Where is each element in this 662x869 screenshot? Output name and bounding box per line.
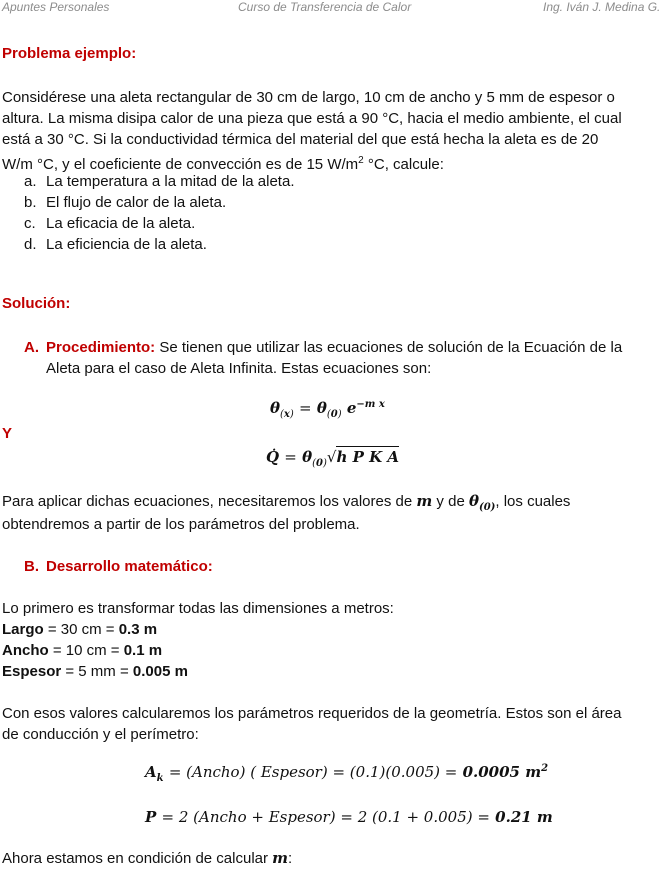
list-item: c. La eficacia de la aleta.: [24, 215, 196, 232]
list-item: b. El flujo de calor de la aleta.: [24, 194, 227, 211]
paragraph-line-2: obtendremos a partir de los parámetros del problema.: [2, 516, 360, 533]
section-b-heading: B. Desarrollo matemático:: [24, 558, 213, 575]
list-item: d. La eficiencia de la aleta.: [24, 236, 207, 253]
problem-line-1: Considérese una aleta rectangular de 30 cm de largo, 10 cm de ancho y 5 mm de espesor o: [2, 89, 615, 106]
equation-area: $A_k$ = (Ancho) ( Espesor) = (0.1)(0.005) = 0.0005 $m^2$: [145, 763, 549, 784]
equation-theta-x: $\theta_{(x)} = \theta_{(0)}$ $e^{-m x}$: [270, 399, 385, 420]
dims-intro: Lo primero es transformar todas las dimensiones a metros:: [2, 600, 394, 617]
geometry-line-2: de conducción y el perímetro:: [2, 726, 199, 743]
equation-q-dot: Q̇ = $\theta_{(0)}√h$ P K A: [266, 448, 399, 469]
header-center: Curso de Transferencia de Calor: [238, 0, 412, 14]
section-a-line-2: Aleta para el caso de Aleta Infinita. Estas ecuaciones son:: [46, 360, 432, 377]
y-label: Y: [2, 425, 13, 442]
problem-line-3: está a 30 °C. Si la conductividad térmica del material del que está hecha la aleta es de 20: [2, 131, 599, 148]
problem-line-4: W/m °C, y el coeficiente de convección es de 15 $W/m^2$ °C, calcule:: [2, 155, 444, 173]
paragraph-line-1: Para aplicar dichas ecuaciones, necesitaremos los valores de m y de $\theta_{(0)}$, los cuales: [2, 492, 571, 513]
equation-perimeter: P = 2 (Ancho + Espesor) = 2 (0.1 + 0.005) = 0.21 m: [145, 808, 553, 826]
dim-espesor: Espesor = 5 mm = 0.005 m: [2, 663, 188, 680]
list-item: a. La temperatura a la mitad de la aleta.: [24, 173, 295, 190]
problem-heading: Problema ejemplo:: [2, 45, 137, 62]
geometry-line-1: Con esos valores calcularemos los parámetros requeridos de la geometría. Estos son el área: [2, 705, 622, 722]
dim-ancho: Ancho = 10 cm = 0.1 m: [2, 642, 163, 659]
solution-heading: Solución:: [2, 295, 71, 312]
section-a-line-1: A. Procedimiento: Se tienen que utilizar las ecuaciones de solución de la Ecuación de la: [24, 339, 623, 356]
problem-line-2: altura. La misma disipa calor de una pieza que está a 90 °C, hacia el medio ambiente, el cual: [2, 110, 622, 127]
last-line: Ahora estamos en condición de calcular m:: [2, 849, 293, 867]
dim-largo: Largo = 30 cm = 0.3 m: [2, 621, 158, 638]
header-right: Ing. Iván J. Medina G.: [543, 0, 661, 14]
header-left: Apuntes Personales: [2, 0, 110, 14]
